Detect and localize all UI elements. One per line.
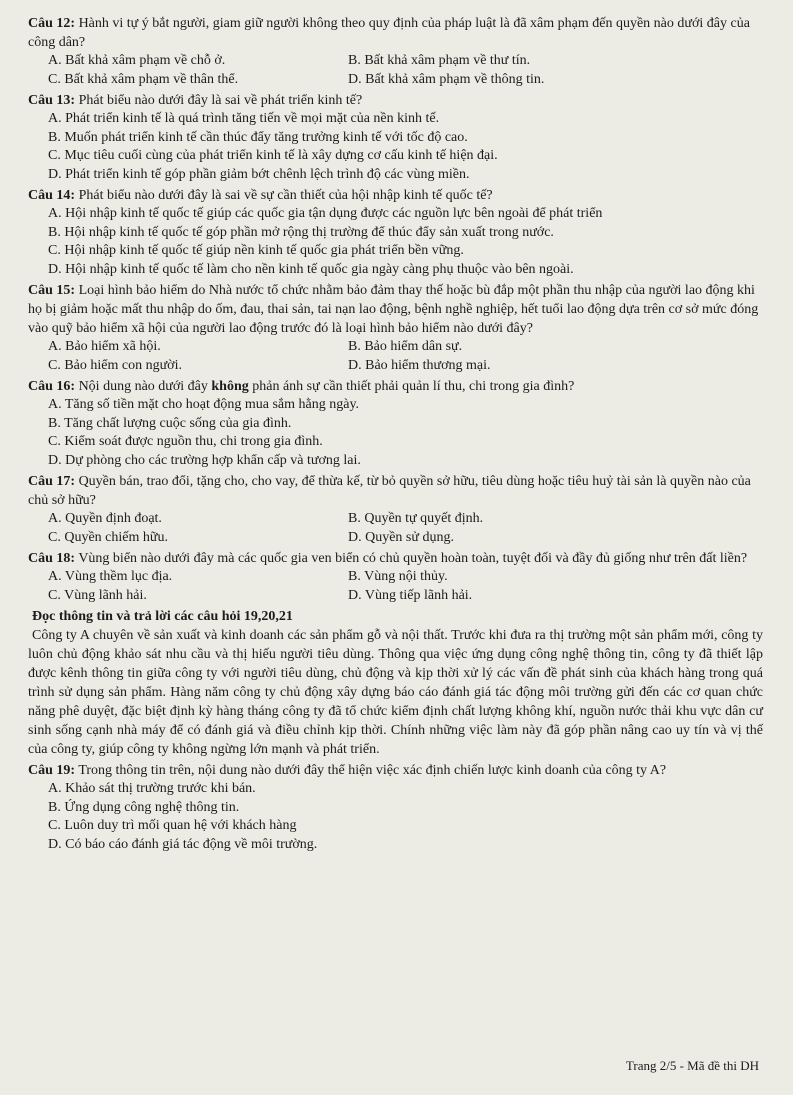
question-12 bbox=[28, 14, 763, 89]
option-c: C. Bất khả xâm phạm về thân thể. bbox=[48, 71, 239, 87]
option-c: C. Luôn duy trì mối quan hệ với khách hàng bbox=[48, 818, 297, 833]
option-a: A. Vùng thềm lục địa. bbox=[48, 569, 173, 584]
options bbox=[28, 396, 763, 470]
option-c: C. Hội nhập kinh tế quốc tế giúp nền kinh tế quốc gia phát triển bền vững. bbox=[48, 243, 464, 258]
options bbox=[28, 205, 763, 279]
options bbox=[28, 338, 763, 375]
option-b: B. Quyền tự quyết định. bbox=[348, 511, 484, 526]
option-d: D. Bảo hiểm thương mại. bbox=[348, 357, 491, 373]
question-number: Câu 15: bbox=[28, 283, 76, 298]
option-d: D. Dự phòng cho các trường hợp khẩn cấp và tương lai. bbox=[48, 452, 361, 468]
option-a: A. Phát triển kinh tế là quá trình tăng tiến về mọi mặt của nền kinh tế. bbox=[48, 111, 440, 126]
options bbox=[28, 110, 763, 184]
option-a: A. Bảo hiểm xã hội. bbox=[48, 339, 161, 354]
option-c: C. Kiểm soát được nguồn thu, chi trong gia đình. bbox=[48, 434, 323, 449]
option-c: C. Vùng lãnh hải. bbox=[48, 587, 147, 603]
exam-page bbox=[28, 14, 763, 856]
option-a: A. Quyền định đoạt. bbox=[48, 511, 162, 526]
options bbox=[28, 510, 763, 547]
option-b: B. Vùng nội thủy. bbox=[348, 569, 448, 584]
reading-heading: Đọc thông tin và trả lời các câu hỏi 19,20,21 bbox=[32, 609, 293, 624]
question-stem-emphasis: không bbox=[211, 379, 249, 394]
question-stem: Quyền bán, trao đổi, tặng cho, cho vay, để thừa kế, từ bỏ quyền sở hữu, tiêu dùng hoặc tiêu huỷ tài sản là quyền nào của chủ sở hữu? bbox=[28, 474, 751, 508]
option-d: D. Vùng tiếp lãnh hải. bbox=[348, 587, 473, 603]
question-stem: Phát biểu nào dưới đây là sai về phát triển kinh tế? bbox=[78, 93, 363, 108]
option-c: C. Mục tiêu cuối cùng của phát triển kinh tế là xây dựng cơ cấu kinh tế hiện đại. bbox=[48, 148, 498, 163]
reading-section bbox=[28, 607, 763, 759]
options bbox=[28, 568, 763, 605]
question-stem: Hành vi tự ý bắt người, giam giữ người không theo quy định của pháp luật là đã xâm phạm đến quyền nào dưới đây của công dân? bbox=[28, 16, 750, 50]
question-stem: Loại hình bảo hiểm do Nhà nước tổ chức nhằm bảo đảm thay thế hoặc bù đắp một phần thu nhập của người lao động khi họ bị giảm hoặc mất thu nhập do ốm, đau, thai sản, tai nạn lao động, bệnh nghề nghiệp, hết tuổi lao động dựa trên cơ sở mức đóng vào quỹ bảo hiểm xã hội của người lao động trước đó là loại hình bảo hiểm nào dưới đây? bbox=[28, 283, 759, 336]
option-b: B. Muốn phát triển kinh tế cần thúc đẩy tăng trưởng kinh tế với tốc độ cao. bbox=[48, 129, 468, 145]
option-d: D. Có báo cáo đánh giá tác động về môi trường. bbox=[48, 836, 318, 852]
option-b: B. Bảo hiểm dân sự. bbox=[348, 339, 463, 354]
question-13 bbox=[28, 91, 763, 184]
question-14 bbox=[28, 186, 763, 279]
option-b: B. Bất khả xâm phạm về thư tín. bbox=[348, 53, 531, 68]
option-b: B. Hội nhập kinh tế quốc tế góp phần mở rộng thị trường để thúc đẩy sản xuất trong nước. bbox=[48, 224, 554, 240]
option-a: A. Tăng số tiền mặt cho hoạt động mua sắm hằng ngày. bbox=[48, 397, 360, 412]
question-number: Câu 12: bbox=[28, 16, 76, 31]
question-number: Câu 13: bbox=[28, 93, 76, 108]
question-stem: Vùng biển nào dưới đây mà các quốc gia ven biển có chủ quyền hoàn toàn, tuyệt đối và đầy đủ giống như trên đất liền? bbox=[78, 551, 748, 566]
question-stem-post: phản ánh sự cần thiết phải quản lí thu, chi trong gia đình? bbox=[248, 379, 575, 394]
option-d: D. Quyền sử dụng. bbox=[348, 529, 454, 545]
reading-passage: Công ty A chuyên về sản xuất và kinh doanh các sản phẩm gỗ và nội thất. Trước khi đưa ra thị trường một sản phẩm mới, công ty luôn chủ động khảo sát nhu cầu và thị hiếu người tiêu dùng. Thông qua việc ứng dụng công nghệ thông tin, công ty đã thiết lập được kênh thông tin giữa công ty với người tiêu dùng, chủ động và kịp thời xử lý các vấn đề phát sinh của khách hàng trong quá trình sử dụng sản phẩm. Hàng năm công ty chủ động xây dựng báo cáo đánh giá tác động môi trường gửi đến các cơ quan chức năng phê duyệt, đặc biệt định kỳ hàng tháng công ty đã tổ chức kiểm định chất lượng không khí, nguồn nước thải khu vực dân cư sinh sống cạnh nhà máy để có đánh giá và điều chỉnh kịp thời. Chính những việc làm này đã góp phần nâng cao uy tín và vị thế của công ty, giúp công ty không ngừng lớn mạnh và phát triển. bbox=[28, 628, 763, 757]
question-number: Câu 17: bbox=[28, 474, 76, 489]
page-footer: Trang 2/5 - Mã đề thi DH bbox=[625, 1058, 759, 1073]
option-a: A. Hội nhập kinh tế quốc tế giúp các quốc gia tận dụng được các nguồn lực bên ngoài để phát triển bbox=[48, 206, 603, 221]
option-a: A. Bất khả xâm phạm về chỗ ở. bbox=[48, 53, 226, 68]
question-15 bbox=[28, 281, 763, 375]
question-17 bbox=[28, 472, 763, 547]
question-18 bbox=[28, 549, 763, 605]
question-number: Câu 16: bbox=[28, 379, 76, 394]
question-stem: Trong thông tin trên, nội dung nào dưới đây thể hiện việc xác định chiến lược kinh doanh của công ty A? bbox=[78, 763, 667, 778]
option-a: A. Khảo sát thị trường trước khi bán. bbox=[48, 781, 256, 796]
question-number: Câu 18: bbox=[28, 551, 76, 566]
option-b: B. Ứng dụng công nghệ thông tin. bbox=[48, 799, 240, 815]
question-number: Câu 14: bbox=[28, 188, 76, 203]
question-16 bbox=[28, 377, 763, 470]
option-d: D. Bất khả xâm phạm về thông tin. bbox=[348, 71, 545, 87]
question-stem: Phát biểu nào dưới đây là sai về sự cần thiết của hội nhập kinh tế quốc tế? bbox=[78, 188, 493, 203]
options bbox=[28, 52, 763, 89]
question-stem-pre: Nội dung nào dưới đây bbox=[78, 379, 212, 394]
question-number: Câu 19: bbox=[28, 763, 76, 778]
question-19 bbox=[28, 761, 763, 854]
option-d: D. Phát triển kinh tế góp phần giảm bớt chênh lệch trình độ các vùng miền. bbox=[48, 166, 470, 182]
option-d: D. Hội nhập kinh tế quốc tế làm cho nền kinh tế quốc gia ngày càng phụ thuộc vào bên ngoài. bbox=[48, 261, 574, 277]
option-b: B. Tăng chất lượng cuộc sống của gia đình. bbox=[48, 415, 292, 431]
option-c: C. Quyền chiếm hữu. bbox=[48, 529, 168, 545]
option-c: C. Bảo hiểm con người. bbox=[48, 357, 182, 373]
options bbox=[28, 780, 763, 854]
